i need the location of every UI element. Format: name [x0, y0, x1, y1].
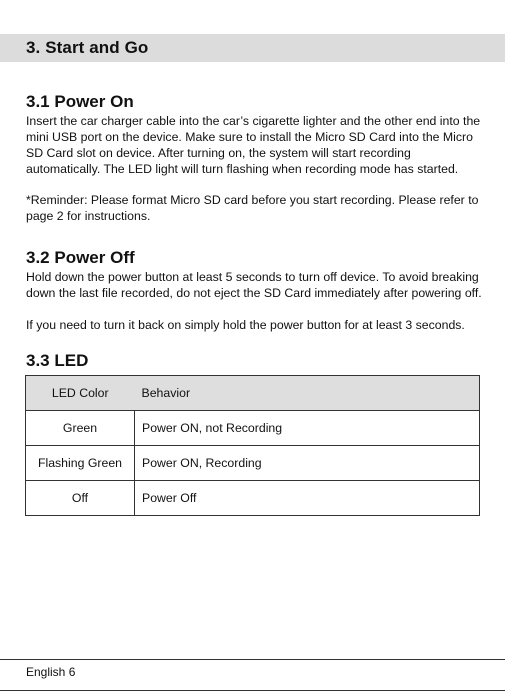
- section-banner: [0, 34, 505, 62]
- behavior-cell: Power ON, not Recording: [135, 411, 480, 446]
- led-table: [25, 375, 480, 516]
- behavior-cell: Power ON, Recording: [135, 446, 480, 481]
- led-color-cell: Green: [26, 411, 135, 446]
- behavior-cell: Power Off: [135, 481, 480, 516]
- table-row: [26, 481, 480, 516]
- footer-divider-top: [0, 659, 505, 660]
- power-on-heading: 3.1 Power On: [26, 92, 134, 111]
- power-off-paragraph: Hold down the power button at least 5 seconds to turn off device. To avoid breaking down the last file recorded, do not eject the SD Card immediately after powering off.: [26, 270, 482, 300]
- section-title: 3. Start and Go: [26, 38, 149, 57]
- power-on-paragraph: Insert the car charger cable into the car’s cigarette lighter and the other end into the mini USB port on the device. Make sure to install the Micro SD Card into the Micro SD Card slot on device. After turning on, the system will start recording automatically. The LED light will turn flashing when recording mode has started.: [26, 114, 481, 176]
- behavior-header: Behavior: [135, 376, 480, 411]
- led-color-cell: Flashing Green: [26, 446, 135, 481]
- table-row: [26, 446, 480, 481]
- led-color-cell: Off: [26, 481, 135, 516]
- table-row: [26, 411, 480, 446]
- power-off-note: If you need to turn it back on simply hold the power button for at least 3 seconds.: [26, 318, 465, 332]
- led-heading: 3.3 LED: [26, 351, 89, 370]
- page-label: English 6: [26, 665, 76, 679]
- power-on-reminder: *Reminder: Please format Micro SD card before you start recording. Please refer to page 2 for instructions.: [26, 193, 479, 223]
- led-color-header: LED Color: [26, 376, 135, 411]
- led-table-header: [26, 376, 480, 411]
- footer-divider-bottom: [0, 690, 505, 691]
- power-off-heading: 3.2 Power Off: [26, 248, 135, 267]
